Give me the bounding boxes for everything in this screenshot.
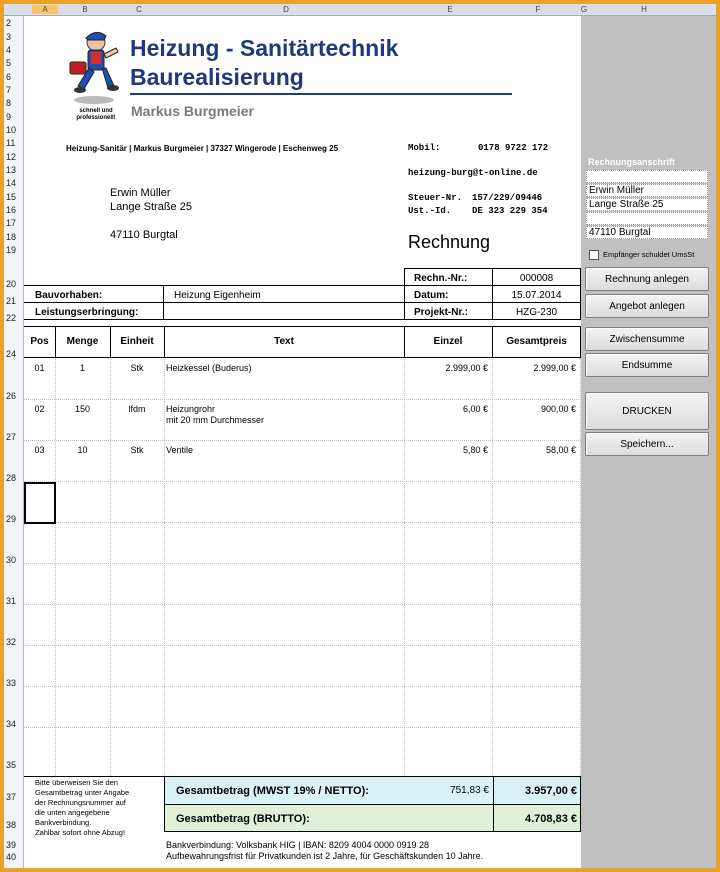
column-pos: Pos xyxy=(30,336,49,347)
item-gesamt: 2.999,00 € xyxy=(533,363,576,373)
grid-line xyxy=(24,399,581,400)
column-header-b[interactable]: B xyxy=(82,5,88,14)
column-einheit: Einheit xyxy=(120,336,154,347)
grid-line xyxy=(24,686,581,687)
address-field-empty[interactable] xyxy=(586,212,708,225)
table-border xyxy=(110,326,111,358)
meta-border xyxy=(404,268,405,320)
recipient-address xyxy=(110,186,192,242)
row-header[interactable]: 10 xyxy=(6,125,17,135)
tax-label: Steuer-Nr. xyxy=(408,193,463,203)
leistung-label: Leistungserbringung: xyxy=(35,307,139,318)
column-text: Text xyxy=(274,336,294,347)
payment-notice-line: Bankverbindung. xyxy=(35,818,92,827)
subtotal-button[interactable]: Zwischensumme xyxy=(585,327,709,351)
payment-notice-line: Gesamtbetrag unter Angabe xyxy=(35,788,130,797)
logo-tagline-line: schnell und xyxy=(79,108,113,114)
item-text-line2: mit 20 mm Durchmesser xyxy=(166,415,265,425)
column-header-bar xyxy=(4,4,716,16)
row-header[interactable]: 15 xyxy=(6,192,17,202)
row-header[interactable]: 32 xyxy=(6,637,17,647)
bauvorhaben-label: Bauvorhaben: xyxy=(35,290,103,301)
item-menge: 1 xyxy=(79,363,85,373)
address-field-name[interactable]: Erwin Müller xyxy=(586,184,708,197)
item-gesamt: 58,00 € xyxy=(545,445,576,455)
row-header[interactable]: 7 xyxy=(6,85,12,95)
row-header[interactable]: 5 xyxy=(6,58,12,68)
payment-notice-line: Zahlbar sofort ohne Abzug! xyxy=(35,828,126,837)
row-header[interactable]: 6 xyxy=(6,72,12,82)
ust-checkbox-label: Empfänger schuldet UmsSt xyxy=(603,250,695,259)
grid-line xyxy=(492,358,493,776)
date-label: Datum: xyxy=(414,290,449,301)
net-total-row xyxy=(164,776,581,805)
net-amount: 3.957,00 € xyxy=(525,785,577,797)
row-header[interactable]: 35 xyxy=(6,760,17,770)
grid-line xyxy=(55,358,56,776)
ust-checkbox[interactable] xyxy=(589,250,599,260)
company-title-line2: Baurealisierung xyxy=(130,64,304,90)
item-menge: 10 xyxy=(77,445,88,455)
row-header[interactable]: 4 xyxy=(6,45,12,55)
row-header[interactable]: 30 xyxy=(6,555,17,565)
column-menge: Menge xyxy=(66,336,99,347)
row-header[interactable]: 39 xyxy=(6,840,17,850)
document-title: Rechnung xyxy=(408,232,491,252)
grid-line xyxy=(110,358,111,776)
item-pos: 01 xyxy=(34,363,45,373)
column-header-c[interactable]: C xyxy=(136,5,142,14)
bauvorhaben-value[interactable]: Heizung Eigenheim xyxy=(174,290,261,301)
item-einheit: Stk xyxy=(130,363,144,373)
row-header[interactable]: 29 xyxy=(6,514,17,524)
mwst-amount: 751,83 € xyxy=(450,785,489,796)
item-pos: 02 xyxy=(34,404,45,414)
total-divider xyxy=(493,777,494,804)
meta-border xyxy=(24,319,581,320)
vat-number: DE 323 229 354 xyxy=(472,206,548,216)
row-header[interactable]: 19 xyxy=(6,245,17,255)
address-field-city[interactable]: 47110 Burgtal xyxy=(586,226,708,239)
row-header[interactable]: 27 xyxy=(6,432,17,442)
logo-tagline xyxy=(66,108,126,122)
gross-amount: 4.708,83 € xyxy=(525,813,577,825)
recipient-name: Erwin Müller xyxy=(110,187,171,199)
row-header[interactable]: 20 xyxy=(6,279,17,289)
item-einheit: lfdm xyxy=(128,404,146,414)
row-header[interactable]: 24 xyxy=(6,349,17,359)
gross-total-label: Gesamtbetrag (BRUTTO): xyxy=(176,813,310,825)
net-total-label: Gesamtbetrag (MWST 19% / NETTO): xyxy=(176,785,369,797)
item-text: Heizkessel (Buderus) xyxy=(166,363,252,373)
project-number[interactable]: HZG-230 xyxy=(515,307,558,318)
grid-line xyxy=(24,563,581,564)
logo-tagline-line: professionell! xyxy=(76,115,116,121)
row-header[interactable]: 14 xyxy=(6,178,17,188)
payment-notice-line: der Rechnungsnummer auf xyxy=(35,798,126,807)
email-address: heizung-burg@t-online.de xyxy=(408,168,538,178)
row-header[interactable]: 3 xyxy=(6,32,12,42)
grid-line xyxy=(404,358,405,776)
item-einheit: Stk xyxy=(130,445,144,455)
recipient-street: Lange Straße 25 xyxy=(110,201,192,213)
table-border xyxy=(404,326,405,358)
row-header[interactable]: 9 xyxy=(6,112,12,122)
final-sum-button[interactable]: Endsumme xyxy=(585,353,709,377)
table-border xyxy=(24,357,581,358)
item-einzel: 6,00 € xyxy=(462,404,488,414)
row-header[interactable]: 12 xyxy=(6,152,17,162)
plumber-mascot-icon xyxy=(56,28,126,108)
company-logo xyxy=(56,28,126,123)
row-header[interactable]: 18 xyxy=(6,232,17,242)
column-header-a[interactable]: A xyxy=(32,5,58,14)
column-einzel: Einzel xyxy=(433,336,463,347)
total-divider xyxy=(493,805,494,831)
meta-border xyxy=(24,302,581,303)
table-border xyxy=(164,326,165,358)
grid-line xyxy=(24,440,581,441)
row-header-bar xyxy=(4,16,24,868)
spreadsheet-window xyxy=(4,4,716,868)
recipient-city: 47110 Burgtal xyxy=(110,229,178,241)
selected-cell[interactable] xyxy=(24,482,56,524)
item-einzel: 2.999,00 € xyxy=(445,363,488,373)
grid-line xyxy=(164,358,165,776)
sidebar-header: Rechnungsanschrift xyxy=(588,157,676,167)
row-header[interactable]: 17 xyxy=(6,218,17,228)
create-offer-button[interactable]: Angebot anlegen xyxy=(585,294,709,318)
table-border xyxy=(55,326,56,358)
footer-info xyxy=(166,840,483,862)
item-menge: 150 xyxy=(74,404,91,414)
meta-border xyxy=(24,285,581,286)
tax-number: 157/229/09446 xyxy=(472,193,543,203)
owner-name: Markus Burgmeier xyxy=(131,103,254,119)
row-header[interactable]: 13 xyxy=(6,165,17,175)
row-header[interactable]: 28 xyxy=(6,473,17,483)
item-text: Ventile xyxy=(166,445,194,455)
item-einzel: 5,80 € xyxy=(462,445,488,455)
column-header-h[interactable]: H xyxy=(641,5,647,14)
row-header[interactable]: 22 xyxy=(6,313,17,323)
save-button[interactable]: Speichern... xyxy=(585,432,709,456)
mobile-label: Mobil: xyxy=(408,143,441,153)
item-gesamt: 900,00 € xyxy=(540,404,576,414)
row-header[interactable]: 37 xyxy=(6,792,17,802)
invoice-number-label: Rechn.-Nr.: xyxy=(414,273,468,284)
row-header[interactable]: 38 xyxy=(6,820,17,830)
item-pos: 03 xyxy=(34,445,45,455)
payment-notice xyxy=(35,778,161,838)
row-header[interactable]: 34 xyxy=(6,719,17,729)
retention-notice: Aufbewahrungsfrist für Privatkunden ist 2 Jahre, für Geschäftskunden 10 Jahre. xyxy=(166,851,484,861)
grid-line xyxy=(24,645,581,646)
mobile-number: 0178 9722 172 xyxy=(478,143,549,153)
meta-border xyxy=(163,286,164,320)
bank-details: Bankverbindung: Volksbank HIG | IBAN: 8209 4004 0000 0919 28 xyxy=(166,840,430,850)
grid-line xyxy=(24,481,581,482)
row-header[interactable]: 26 xyxy=(6,391,17,401)
create-invoice-button[interactable]: Rechnung anlegen xyxy=(585,267,709,291)
row-header[interactable]: 8 xyxy=(6,98,12,108)
row-header[interactable]: 2 xyxy=(6,18,12,28)
item-text: Heizungrohr xyxy=(166,404,216,414)
vat-label: Ust.-Id. xyxy=(408,206,452,216)
grid-line xyxy=(24,727,581,728)
row-header[interactable]: 40 xyxy=(6,852,17,862)
payment-notice-line: Bitte überweisen Sie den xyxy=(35,778,118,787)
company-title-line1: Heizung - Sanitärtechnik xyxy=(130,35,399,61)
column-header-d[interactable]: D xyxy=(283,5,289,14)
payment-notice-line: die unten angegebene xyxy=(35,808,110,817)
column-gesamtpreis: Gesamtpreis xyxy=(506,336,567,347)
invoice-date[interactable]: 15.07.2014 xyxy=(511,290,562,301)
address-field-blank[interactable] xyxy=(586,170,708,183)
address-field-street[interactable]: Lange Straße 25 xyxy=(586,198,708,211)
company-title xyxy=(130,34,398,92)
grid-line xyxy=(24,522,581,523)
row-header[interactable]: 31 xyxy=(6,596,17,606)
column-header-e[interactable]: E xyxy=(447,5,453,14)
column-header-f[interactable]: F xyxy=(535,5,541,14)
grid-line xyxy=(24,604,581,605)
table-border xyxy=(492,326,493,358)
row-header[interactable]: 21 xyxy=(6,296,17,306)
invoice-number[interactable]: 000008 xyxy=(519,273,554,284)
title-underline xyxy=(130,93,512,95)
table-border xyxy=(24,326,581,327)
column-header-g[interactable]: G xyxy=(580,5,588,14)
print-button[interactable]: DRUCKEN xyxy=(585,392,709,430)
row-header[interactable]: 16 xyxy=(6,205,17,215)
sender-line: Heizung-Sanitär | Markus Burgmeier | 37327 Wingerode | Eschenweg 25 xyxy=(66,144,339,153)
row-header[interactable]: 11 xyxy=(6,138,16,148)
row-header[interactable]: 33 xyxy=(6,678,17,688)
project-label: Projekt-Nr.: xyxy=(414,307,468,318)
gross-total-row xyxy=(164,804,581,832)
